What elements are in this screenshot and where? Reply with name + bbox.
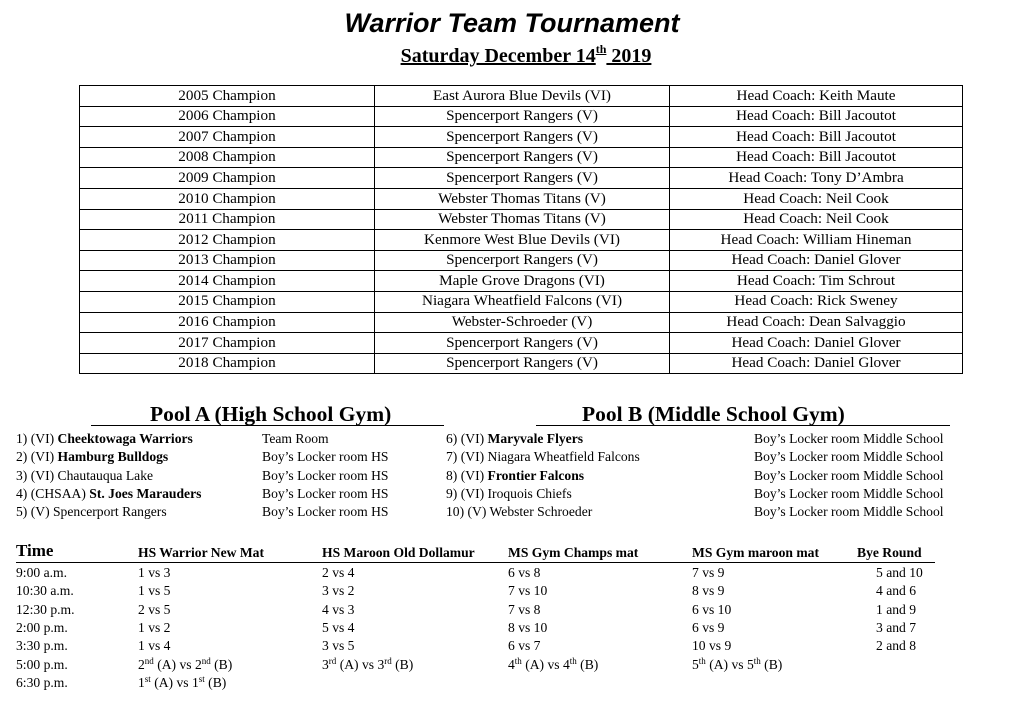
schedule-time: 9:00 a.m. (16, 565, 67, 580)
schedule-bout: 5 vs 4 (322, 619, 355, 635)
pool-a-heading: Pool A (High School Gym) (150, 402, 392, 426)
champions-table (79, 85, 963, 374)
ordinal-suffix: nd (144, 655, 154, 666)
champion-team: Spencerport Rangers (V) (375, 127, 670, 148)
placement-text: (B) (210, 656, 233, 672)
team-locker-room: Boy’s Locker room HS (262, 485, 389, 501)
champion-team: Webster Thomas Titans (V) (375, 188, 670, 209)
champion-row (80, 127, 963, 148)
champion-row (80, 86, 963, 107)
champion-coach: Head Coach: Neil Cook (670, 188, 963, 209)
champion-row (80, 188, 963, 209)
champion-coach: Head Coach: Bill Jacoutot (670, 147, 963, 168)
team-seed: 1) (VI) (16, 431, 58, 446)
team-name: Maryvale Flyers (487, 431, 584, 446)
ordinal-suffix: st (198, 673, 205, 684)
champion-row (80, 271, 963, 292)
ordinal-suffix: th (569, 655, 577, 666)
team-name: Spencerport Rangers (53, 504, 167, 520)
team-seed: 4) (CHSAA) (16, 485, 90, 501)
champion-team: Spencerport Rangers (V) (375, 353, 670, 374)
champion-row (80, 291, 963, 312)
champion-year: 2010 Champion (80, 188, 375, 209)
team-locker-room: Team Room (262, 431, 329, 446)
schedule-bye: 3 and 7 (876, 619, 917, 635)
champion-coach: Head Coach: Daniel Glover (670, 333, 963, 354)
team-name: Frontier Falcons (487, 467, 585, 483)
schedule-bout: 2 vs 4 (322, 565, 355, 580)
champion-year: 2013 Champion (80, 250, 375, 271)
schedule-header-time: Time (16, 541, 54, 560)
page-title: Warrior Team Tournament (344, 8, 680, 38)
schedule-placement-bout (692, 656, 782, 674)
champion-team: Webster Thomas Titans (V) (375, 209, 670, 230)
ordinal-suffix: st (144, 673, 151, 684)
champion-year: 2011 Champion (80, 209, 375, 230)
champion-year: 2016 Champion (80, 312, 375, 333)
pool-b-team (446, 467, 584, 485)
team-seed: 3) (VI) (16, 467, 58, 483)
placement-text: (B) (760, 656, 783, 672)
schedule-bout: 6 vs 9 (692, 619, 725, 635)
champion-year: 2007 Champion (80, 127, 375, 148)
ordinal-suffix: rd (384, 655, 392, 666)
pool-a-team (16, 503, 167, 521)
schedule-placement-bout (322, 656, 413, 674)
team-name: Chautauqua Lake (57, 467, 154, 483)
pool-a-team (16, 448, 168, 466)
champion-team: Niagara Wheatfield Falcons (VI) (375, 291, 670, 312)
placement-text: 4 (508, 656, 515, 672)
placement-text: (B) (204, 674, 227, 690)
team-seed: 9) (VI) (446, 485, 488, 501)
champion-coach: Head Coach: William Hineman (670, 230, 963, 251)
pool-a-underline (91, 425, 444, 426)
team-locker-room: Boy’s Locker room HS (262, 467, 389, 483)
placement-text: (A) vs 3 (336, 656, 385, 672)
event-date-year: 2019 (606, 45, 652, 67)
schedule-placement-bout (138, 656, 232, 674)
champion-team: Maple Grove Dragons (VI) (375, 271, 670, 292)
champion-year: 2009 Champion (80, 168, 375, 189)
ordinal-suffix: rd (328, 655, 337, 666)
placement-text: 2 (138, 656, 145, 672)
champion-team: Webster-Schroeder (V) (375, 312, 670, 333)
pool-b-team (446, 430, 583, 448)
schedule-header-bye: Bye Round (857, 545, 922, 560)
team-locker-room: Boy’s Locker room Middle School (754, 504, 944, 520)
schedule-bout: 3 vs 5 (322, 638, 355, 654)
ordinal-suffix: th (514, 655, 522, 666)
schedule-time: 3:30 p.m. (16, 638, 68, 654)
schedule-bye: 4 and 6 (876, 583, 917, 599)
schedule-bout: 3 vs 2 (322, 583, 355, 599)
champion-coach: Head Coach: Daniel Glover (670, 250, 963, 271)
champion-year: 2012 Champion (80, 230, 375, 251)
schedule-bout: 2 vs 5 (138, 601, 171, 617)
team-name: Hamburg Bulldogs (57, 449, 169, 465)
pool-b-team (446, 485, 572, 503)
champion-team: Spencerport Rangers (V) (375, 106, 670, 127)
champion-row (80, 353, 963, 374)
champion-year: 2005 Champion (80, 86, 375, 107)
champion-coach: Head Coach: Bill Jacoutot (670, 106, 963, 127)
schedule-time: 2:00 p.m. (16, 619, 68, 635)
schedule-bout: 4 vs 3 (322, 601, 355, 617)
champion-row (80, 312, 963, 333)
schedule-header-mat1: HS Warrior New Mat (138, 545, 264, 560)
schedule-bout: 1 vs 4 (138, 638, 171, 654)
pool-b-underline (536, 425, 950, 426)
placement-text: (A) vs 2 (153, 656, 202, 672)
champion-team: Spencerport Rangers (V) (375, 147, 670, 168)
pool-a-team (16, 430, 193, 448)
schedule-header-underline (16, 562, 935, 563)
ordinal-suffix: nd (201, 655, 211, 666)
placement-text: 5 (692, 656, 699, 672)
schedule-placement-bout (138, 674, 226, 692)
schedule-bout: 8 vs 9 (692, 583, 725, 599)
schedule-header-mat2: HS Maroon Old Dollamur (322, 545, 475, 560)
champion-coach: Head Coach: Dean Salvaggio (670, 312, 963, 333)
champion-coach: Head Coach: Bill Jacoutot (670, 127, 963, 148)
schedule-bout: 6 vs 10 (692, 601, 732, 617)
team-locker-room: Boy’s Locker room Middle School (754, 449, 944, 465)
champion-year: 2018 Champion (80, 353, 375, 374)
schedule-bye: 2 and 8 (876, 638, 917, 654)
champion-coach: Head Coach: Tony D’Ambra (670, 168, 963, 189)
schedule-bout: 1 vs 2 (138, 619, 171, 635)
placement-text: 1 (138, 674, 145, 690)
champion-team: Kenmore West Blue Devils (VI) (375, 230, 670, 251)
team-name: Iroquois Chiefs (487, 485, 572, 501)
schedule-header-mat4: MS Gym maroon mat (692, 545, 819, 560)
schedule-bout: 7 vs 10 (508, 583, 548, 599)
team-seed: 6) (VI) (446, 431, 488, 446)
champion-team: Spencerport Rangers (V) (375, 168, 670, 189)
team-seed: 5) (V) (16, 504, 53, 520)
schedule-bout: 1 vs 3 (138, 565, 171, 580)
champion-team: East Aurora Blue Devils (VI) (375, 86, 670, 107)
champion-row (80, 250, 963, 271)
team-seed: 10) (V) (446, 504, 490, 520)
team-name: St. Joes Marauders (89, 485, 202, 501)
pool-a-team (16, 485, 201, 503)
placement-text: 3 (322, 656, 329, 672)
team-seed: 2) (VI) (16, 449, 58, 465)
team-locker-room: Boy’s Locker room HS (262, 504, 389, 520)
champion-coach: Head Coach: Rick Sweney (670, 291, 963, 312)
schedule-header-mat3: MS Gym Champs mat (508, 545, 639, 560)
team-locker-room: Boy’s Locker room HS (262, 449, 389, 465)
placement-text: (B) (576, 656, 599, 672)
schedule-placement-bout (508, 656, 598, 674)
champion-year: 2017 Champion (80, 333, 375, 354)
champion-row (80, 168, 963, 189)
champion-row (80, 230, 963, 251)
champion-year: 2015 Champion (80, 291, 375, 312)
champion-year: 2006 Champion (80, 106, 375, 127)
champion-coach: Head Coach: Daniel Glover (670, 353, 963, 374)
team-locker-room: Boy’s Locker room Middle School (754, 485, 944, 501)
pool-b-team (446, 503, 592, 521)
pool-b-team (446, 448, 640, 466)
placement-text: (A) vs 5 (705, 656, 754, 672)
event-date-suffix: th (595, 42, 607, 56)
schedule-bout: 1 vs 5 (138, 583, 171, 599)
team-seed: 7) (VI) (446, 449, 488, 465)
event-date (0, 43, 1024, 69)
placement-text: (B) (391, 656, 414, 672)
champion-coach: Head Coach: Neil Cook (670, 209, 963, 230)
team-name: Niagara Wheatfield Falcons (487, 449, 640, 465)
ordinal-suffix: th (753, 655, 761, 666)
champion-row (80, 106, 963, 127)
champion-team: Spencerport Rangers (V) (375, 333, 670, 354)
schedule-bye: 5 and 10 (876, 565, 923, 580)
team-name: Webster Schroeder (489, 504, 593, 520)
schedule-time: 12:30 p.m. (16, 601, 75, 617)
champion-team: Spencerport Rangers (V) (375, 250, 670, 271)
placement-text: (A) vs 4 (521, 656, 570, 672)
champion-row (80, 333, 963, 354)
ordinal-suffix: th (698, 655, 706, 666)
pool-b-heading: Pool B (Middle School Gym) (582, 402, 845, 426)
schedule-bout: 7 vs 8 (508, 601, 541, 617)
team-locker-room: Boy’s Locker room Middle School (754, 431, 944, 446)
schedule-time: 10:30 a.m. (16, 583, 74, 599)
champion-row (80, 147, 963, 168)
champion-row (80, 209, 963, 230)
event-date-main: Saturday December 14 (400, 45, 596, 67)
schedule-bout: 6 vs 8 (508, 565, 541, 580)
schedule-bout: 7 vs 9 (692, 565, 725, 580)
champion-year: 2008 Champion (80, 147, 375, 168)
schedule-time: 5:00 p.m. (16, 656, 68, 672)
champion-coach: Head Coach: Tim Schrout (670, 271, 963, 292)
team-seed: 8) (VI) (446, 467, 488, 483)
placement-text: (A) vs 1 (150, 674, 199, 690)
schedule-bout: 10 vs 9 (692, 638, 732, 654)
pool-a-team (16, 467, 153, 485)
schedule-bout: 6 vs 7 (508, 638, 541, 654)
champion-year: 2014 Champion (80, 271, 375, 292)
team-name: Cheektowaga Warriors (57, 431, 193, 446)
team-locker-room: Boy’s Locker room Middle School (754, 467, 944, 483)
schedule-bye: 1 and 9 (876, 601, 917, 617)
schedule-bout: 8 vs 10 (508, 619, 548, 635)
schedule-time: 6:30 p.m. (16, 674, 68, 690)
champion-coach: Head Coach: Keith Maute (670, 86, 963, 107)
